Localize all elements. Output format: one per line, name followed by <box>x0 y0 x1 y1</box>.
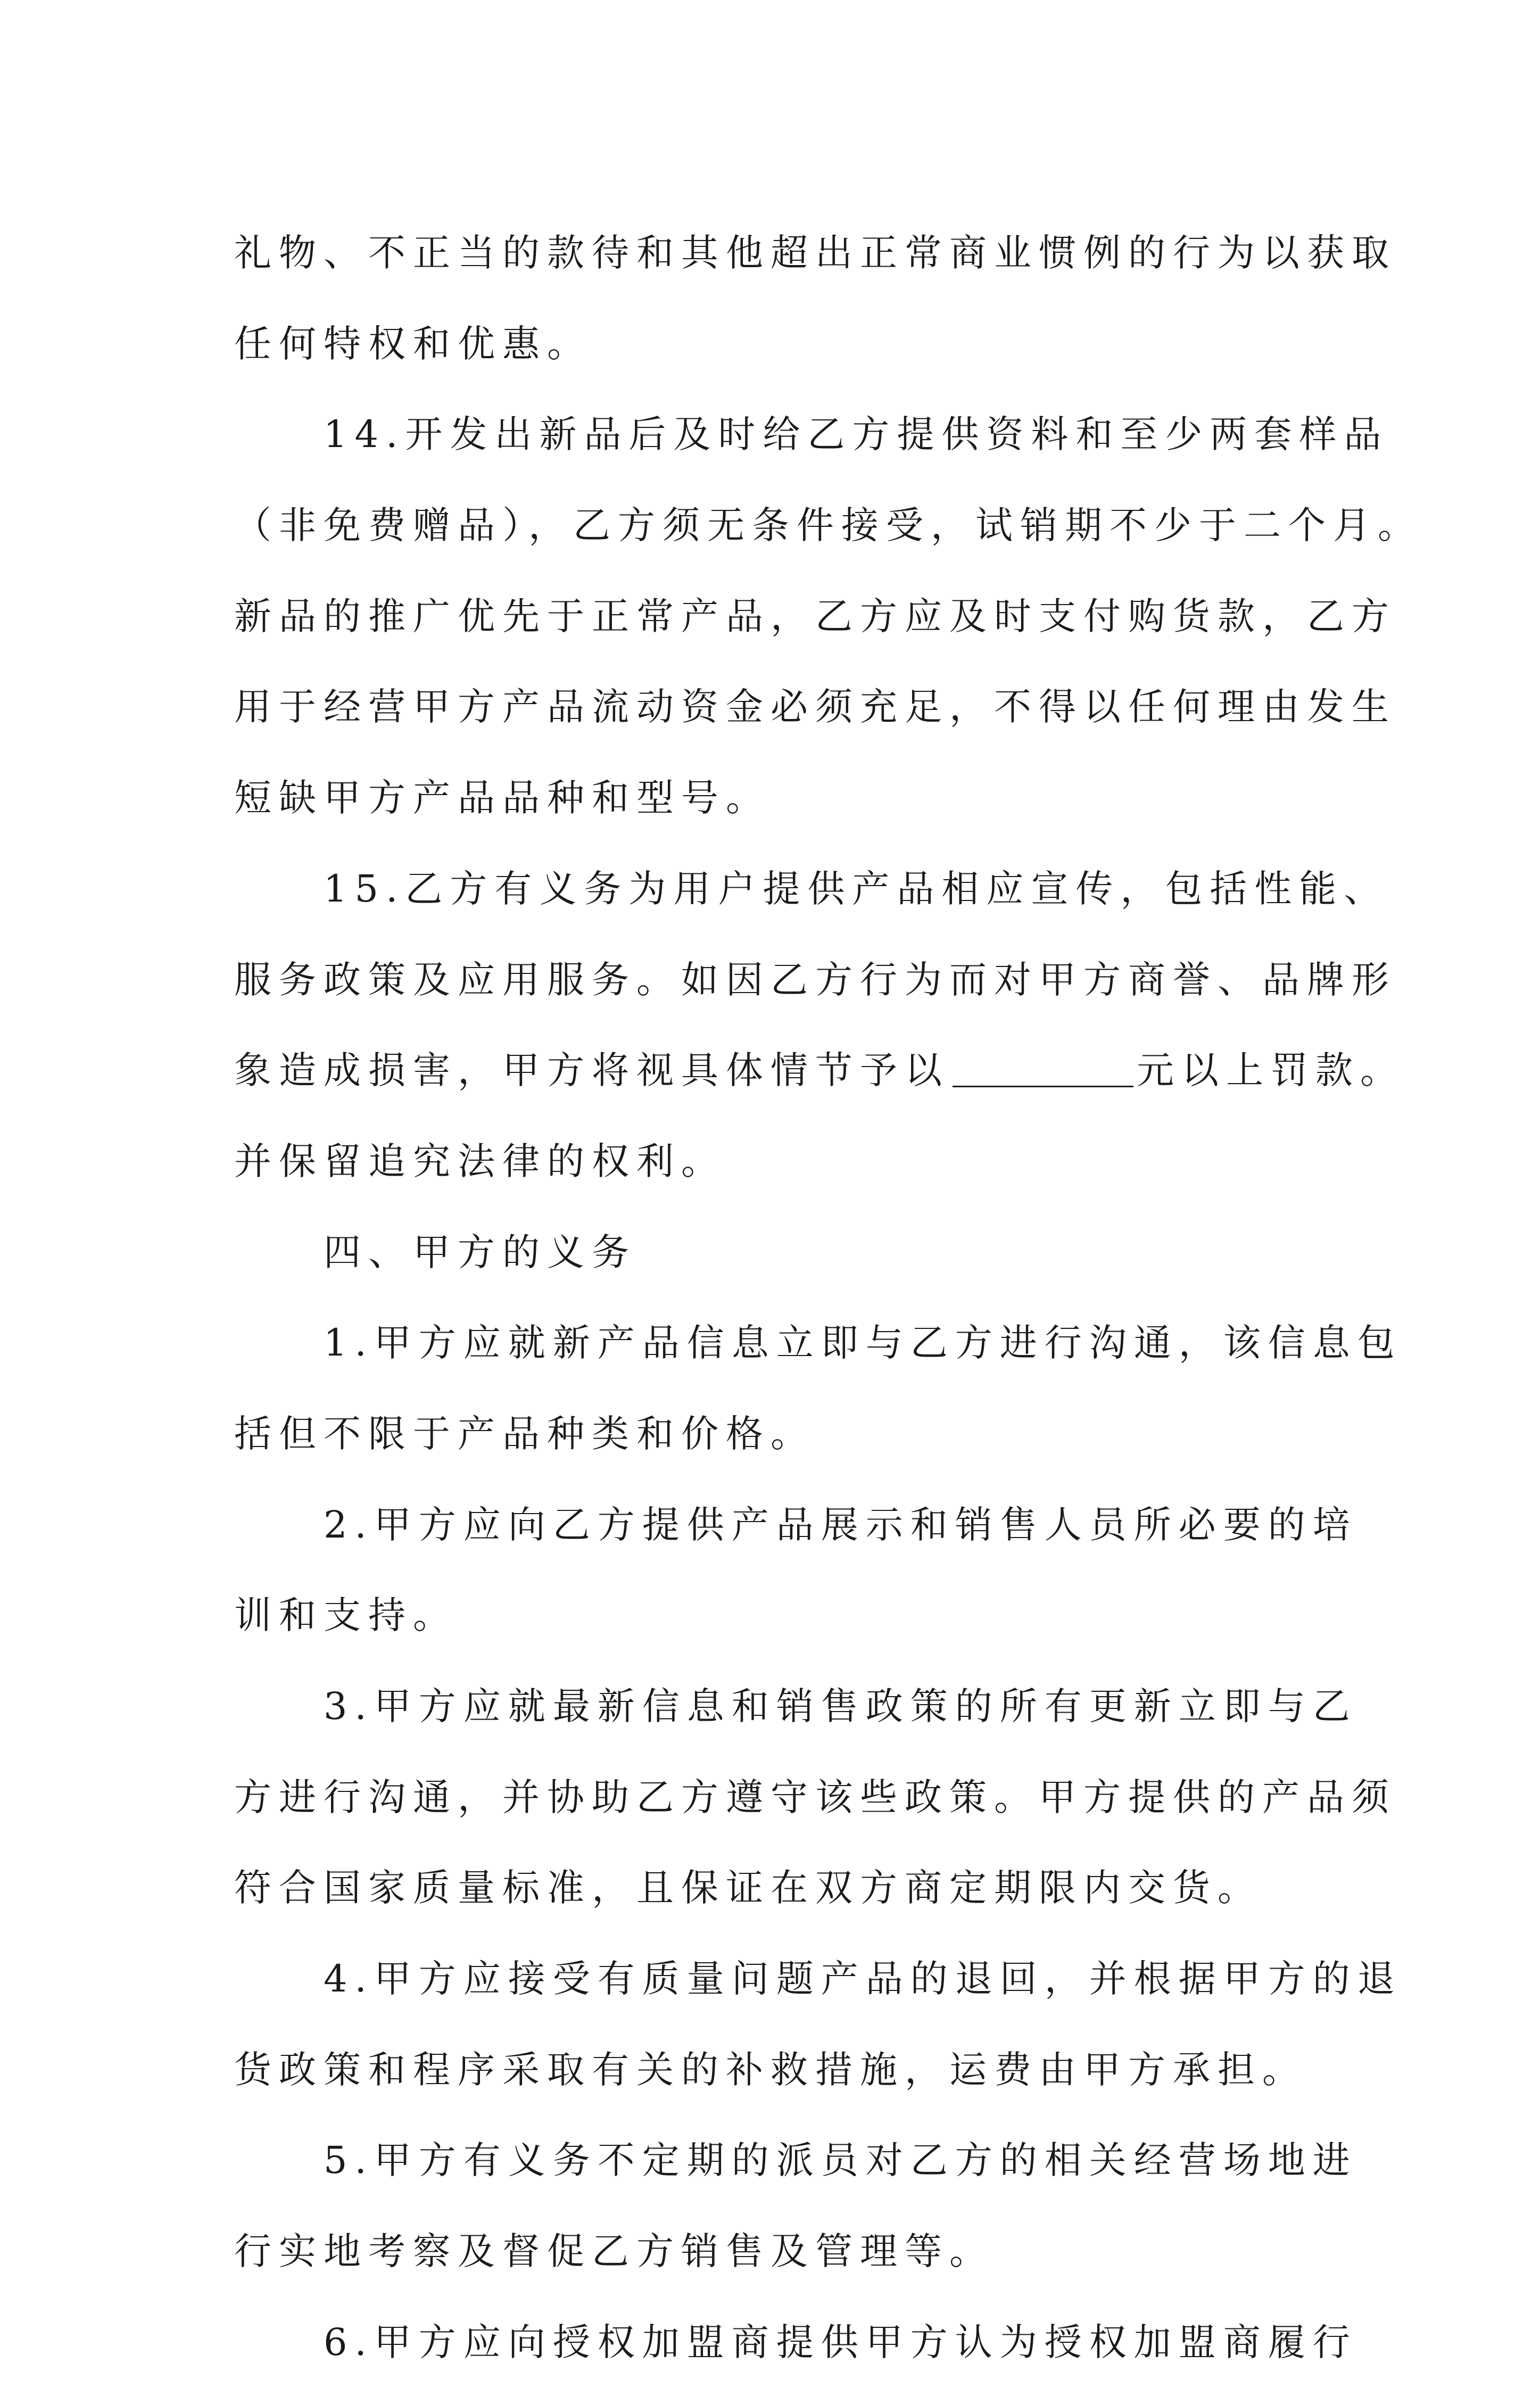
section-heading: 四、甲方的义务 <box>324 1230 636 1274</box>
clause-6-line: 6.甲方应向授权加盟商提供甲方认为授权加盟商履行 <box>324 2320 1357 2364</box>
text-line: 新品的推广优先于正常产品，乙方应及时支付购货款，乙方 <box>234 594 1396 638</box>
text-line: 行实地考察及督促乙方销售及管理等。 <box>234 2229 994 2274</box>
clause-15-line: 15.乙方有义务为用户提供产品相应宣传，包括性能、 <box>324 866 1389 911</box>
clause-5-line: 5.甲方有义务不定期的派员对乙方的相关经营场地进 <box>324 2138 1357 2183</box>
text-line: 用于经营甲方产品流动资金必须充足，不得以任何理由发生 <box>234 685 1396 729</box>
clause-4-line: 4.甲方应接受有质量问题产品的退回，并根据甲方的退 <box>324 1957 1402 2001</box>
text-line: 方进行沟通，并协助乙方遵守该些政策。甲方提供的产品须 <box>234 1775 1396 1819</box>
text-line: 礼物、不正当的款待和其他超出正常商业惯例的行为以获取 <box>234 231 1396 275</box>
clause-1-line: 1.甲方应就新产品信息立即与乙方进行沟通，该信息包 <box>324 1321 1402 1365</box>
clause-14-line: 14.开发出新品后及时给乙方提供资料和至少两套样品 <box>324 412 1389 457</box>
clause-3-line: 3.甲方应就最新信息和销售政策的所有更新立即与乙 <box>324 1684 1357 1728</box>
penalty-text-after: 元以上罚款。 <box>1137 1048 1405 1093</box>
text-line: 训和支持。 <box>234 1593 458 1638</box>
clause-2-line: 2.甲方应向乙方提供产品展示和销售人员所必要的培 <box>324 1502 1357 1547</box>
text-line: 服务政策及应用服务。如因乙方行为而对甲方商誉、品牌形 <box>234 957 1396 1002</box>
text-line: 货政策和程序采取有关的补救措施，运费由甲方承担。 <box>234 2047 1307 2092</box>
document-body <box>234 208 1422 2388</box>
text-line: 短缺甲方产品品种和型号。 <box>234 776 771 820</box>
text-line: 符合国家质量标准，且保证在双方商定期限内交货。 <box>234 1866 1262 1910</box>
text-line: 并保留追究法律的权利。 <box>234 1139 726 1183</box>
text-line: （非免费赠品），乙方须无条件接受，试销期不少于二个月。 <box>234 503 1422 548</box>
text-line: 括但不限于产品种类和价格。 <box>234 1411 815 1456</box>
text-line: 任何特权和优惠。 <box>234 321 592 366</box>
penalty-text-before: 象造成损害，甲方将视具体情节予以 <box>234 1048 949 1093</box>
penalty-line <box>234 1025 1405 1116</box>
penalty-amount-blank <box>953 1084 1133 1087</box>
